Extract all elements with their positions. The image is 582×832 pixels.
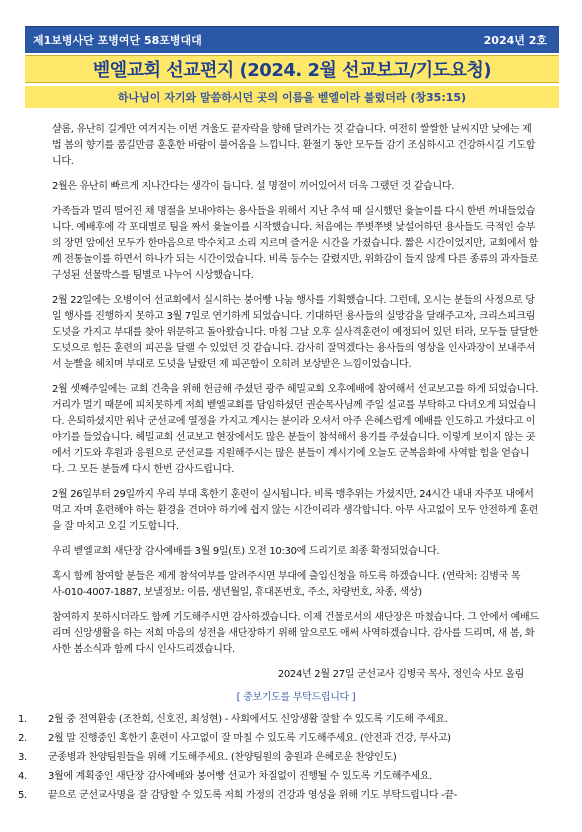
header-bar (25, 26, 559, 53)
paragraph: 샬롬, 유난히 길게만 여겨지는 이번 겨울도 끝자락을 향해 달려가는 것 같습니다. 여전히 쌀쌀한 날씨지만 낮에는 제법 봄의 향기를 품길만큼 훈훈한 바람이 불어옴을 느낍니다. 환절기 동안 모두들 감기 조심하시고 건강하시길 기도합니다. (52, 124, 536, 167)
item-text: 2월 말 진행중인 혹한기 훈련이 사고없이 잘 마칠 수 있도록 기도해주세요. (안전과 건강, 무사고) (48, 733, 451, 744)
letter-title-banner (25, 55, 559, 83)
item-number: 4. (18, 771, 27, 782)
item-number: 5. (18, 790, 27, 801)
paragraph: 2월 22일에는 오병이어 선교회에서 실시하는 붕어빵 나눔 행사를 기획했습니다. 그런데, 오시는 분들의 사정으로 당일 행사를 진행하지 못하고 3월 7일로 연기하게 되었습니다. 기대하던 용사들의 실망감을 달래주고자, 크리스피크림도넛을 가지고 부대를 찾아 위문하고 돌아왔습니다. 마침 그날 오후 실사격훈련이 예정되어 있던 터라, 모두들 달달한 도넛으로 힘든 훈련의 피곤을 달랠 수 있었던 것 같습니다. 감사히 잘먹겠다는 용사들의 영상을 인사과장이 보내주셔서 눈빨을 헤치며 부대로 도넛을 날랐던 제 피곤함이 오히려 보상받은 느낌이었습니다. (52, 295, 538, 370)
item-number: 3. (18, 752, 27, 763)
paragraph: 우리 벧엘교회 새단장 감사예배를 3월 9일(토) 오전 10:30에 드리기로 최종 확정되었습니다. (52, 546, 440, 557)
verse-banner (25, 86, 559, 108)
prayer-request-list (18, 712, 540, 804)
letter-title: 벧엘교회 선교편지 (2024. 2월 선교보고/기도요청) (92, 60, 492, 81)
list-item (18, 750, 540, 766)
paragraph: 가족들과 멀리 떨어진 채 명절을 보내야하는 용사들을 위해서 지난 추석 때 실시했던 윷놀이를 다시 한번 꺼내들었습니다. 예배후에 각 포대별로 팀을 짜서 윷놀이를 시작했습니다. 처음에는 쭈볏쭈볏 낯설어하던 용사들도 극적인 승부의 장면 앞에선 모두가 한마음으로 박수치고 소리 지르며 즐거운 시간을 가졌습니다. 짧은 시간이었지만, 교회에서 함께 전통놀이를 하면서 하나가 되는 시간이었습니다. 비록 등수는 갈렸지만, 위화감이 들지 않게 다른 종류의 과자들로 구성된 선물박스를 팀별로 나누어 시상했습니다. (52, 206, 538, 281)
list-item (18, 731, 540, 747)
signature: 2024년 2월 27일 군선교사 김병국 목사, 정인숙 사모 올림 (277, 669, 524, 680)
item-number: 1. (18, 714, 27, 725)
paragraph: 2월 셋째주일에는 교회 건축을 위해 헌금해 주셨던 광주 헤밀교회 오후예배에 참여해서 선교보고를 하게 되었습니다. 거리가 멀기 때문에 피치못하게 저희 벧엘교회를 담임하셨던 권순목사님께 주일 설교를 부탁하고 다녀오게 되었습니다. 은퇴하셨지만 워낙 군선교에 열정을 가지고 계시는 분이라 오셔서 아주 은혜스럽게 예배를 인도하고 가셨다고 이야기를 들었습니다. 헤밀교회 선교보고 현장에서도 많은 분들이 참석해서 용기를 주셨습니다. 이렇게 보이지 않는 곳에서 기도와 후원과 응원으로 군선교를 지원해주시는 많은 분들이 계시기에 오늘도 군복음화에 사역할 힘을 얻습니다. 그 모든 분들께 다시 한번 감사드립니다. (52, 384, 539, 475)
list-item (18, 788, 540, 804)
unit-name: 제1보병사단 포병여단 58포병대대 (33, 34, 202, 47)
item-text: 2월 중 전역환송 (조찬희, 신호진, 최성현) - 사회에서도 신앙생활 잘할 수 있도록 기도해 주세요. (48, 714, 448, 725)
item-text: 3월에 계획중인 새단장 감사예배와 붕어빵 선교가 차질없이 진행될 수 있도록 기도해주세요. (48, 771, 433, 782)
list-item (18, 712, 540, 728)
paragraph: 혹시 함께 참여할 분들은 제게 참석여부를 알려주시면 부대에 출입신청을 하도록 하겠습니다. (연락처: 김병국 목사-010-4007-1887, 보낼정보: 이름, 생년월일, 휴대폰번호, 주소, 차량번호, 차종, 색상) (52, 571, 521, 598)
verse-text: 하나님이 자기와 말씀하시던 곳의 이름을 벧엘이라 불렀더라 (창35:15) (117, 91, 467, 104)
paragraph: 2월 26일부터 29일까지 우리 부대 혹한기 훈련이 실시됩니다. 비록 맹추위는 가셨지만, 24시간 내내 자주포 내에서 먹고 자며 훈련해야 하는 환경을 견뎌야 하기에 쉽지 않는 시간이리라 생각합니다. 아무 사고없이 모두 안전하게 훈련을 잘 마치고 오길 기도합니다. (52, 489, 538, 532)
list-item (18, 769, 540, 785)
paragraph: 2월은 유난히 빠르게 지나간다는 생각이 듭니다. 설 명절이 끼어있어서 더욱 그랬던 것 같습니다. (52, 181, 455, 192)
item-text: 군종병과 찬양팀원들을 위해 기도해주세요. (찬양팀원의 충원과 은혜로운 찬양인도) (48, 752, 397, 763)
item-number: 2. (18, 733, 27, 744)
letter-body (18, 122, 540, 807)
issue-number: 2024년 2호 (483, 34, 547, 47)
item-text: 끝으로 군선교사명을 잘 감당할 수 있도록 저희 가정의 건강과 영성을 위해 기도 부탁드립니다 -끝- (48, 790, 458, 801)
prayer-request-title: [ 중보기도를 부탁드립니다 ] (236, 692, 356, 703)
paragraph: 참여하지 못하시더라도 함께 기도해주시면 감사하겠습니다. 이제 건물로서의 새단장은 마쳤습니다. 그 안에서 예배드리며 신앙생활을 하는 저희 마음의 성전을 새단장하기 위해 앞으로도 애써 사역하겠습니다. 감사를 드리며, 새 봄, 화사한 봄소식과 함께 다시 인사드리겠습니다. (52, 612, 539, 655)
